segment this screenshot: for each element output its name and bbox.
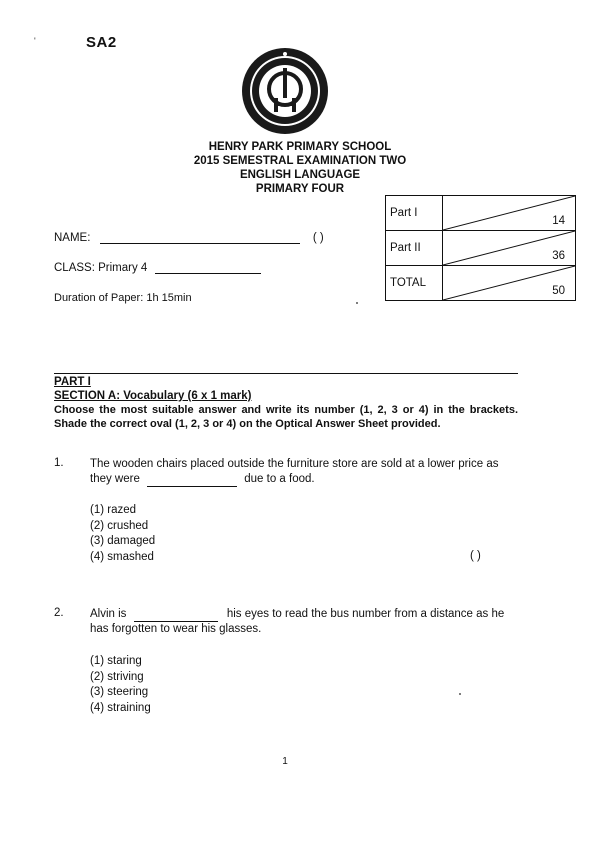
marks-table [385, 195, 576, 301]
school-crest-logo [240, 46, 330, 136]
class-blank[interactable] [155, 263, 261, 274]
question-text-after: his eyes to read the bus number from a distance as he has forgotten to wear his glasses. [90, 608, 505, 635]
option-item: (3) damaged [90, 535, 156, 547]
marks-score-cell [443, 266, 576, 301]
corner-mark: ' [34, 36, 36, 46]
level-title: PRIMARY FOUR [255, 183, 345, 195]
marks-total: 50 [552, 285, 565, 297]
marks-label: Part I [386, 196, 443, 231]
option-item: (2) crushed [90, 519, 149, 532]
class-field [54, 262, 261, 274]
answer-blank[interactable] [134, 611, 218, 622]
marks-label: Part II [386, 231, 443, 266]
speck [459, 693, 461, 695]
answer-blank[interactable] [147, 476, 237, 487]
exam-title: 2015 SEMESTRAL EXAMINATION TWO [193, 155, 407, 167]
register-number-bracket: ( ) [312, 232, 324, 244]
marks-score-cell [443, 231, 576, 266]
marks-score-cell [443, 196, 576, 231]
school-name: HENRY PARK PRIMARY SCHOOL [208, 141, 392, 153]
marks-row [386, 266, 576, 301]
question-number: 2. [54, 607, 64, 619]
duration-text: Duration of Paper: 1h 15min [54, 292, 192, 304]
option-list [90, 503, 155, 565]
question-text [90, 607, 518, 637]
subject-title: ENGLISH LANGUAGE [239, 169, 361, 181]
question-text [90, 457, 518, 487]
option-item: (4) straining [90, 701, 151, 714]
marks-row [386, 196, 576, 231]
option-item: (1) razed [90, 504, 137, 516]
name-blank[interactable] [100, 233, 300, 244]
question-text-after: due to a food. [244, 473, 315, 485]
option-item: (1) staring [90, 655, 142, 667]
marks-row [386, 231, 576, 266]
question-text-before: The wooden chairs placed outside the furniture store are sold at a lower price as they were [90, 458, 499, 485]
option-item: (3) steering [90, 686, 149, 698]
marks-total: 36 [552, 250, 565, 262]
speck [356, 302, 358, 304]
paper-code: SA2 [86, 34, 117, 51]
part-title: PART I [54, 376, 91, 388]
section-title: SECTION A: Vocabulary (6 x 1 mark) [54, 390, 252, 402]
question-number: 1. [54, 457, 64, 469]
instructions: Choose the most suitable answer and write its number (1, 2, 3 or 4) in the brackets. Shade the correct oval (1, 2, 3 or 4) on the Optical Answer Sheet provided. [54, 404, 518, 430]
marks-label: TOTAL [386, 266, 443, 301]
option-item: (2) striving [90, 670, 144, 683]
name-field [54, 232, 324, 244]
page-number: 1 [282, 756, 288, 767]
class-label: CLASS: Primary 4 [54, 262, 148, 274]
question-text-before: Alvin is [90, 608, 127, 620]
name-label: NAME: [54, 232, 91, 244]
option-item: (4) smashed [90, 550, 154, 563]
answer-bracket[interactable]: ( ) [470, 550, 481, 562]
marks-total: 14 [552, 215, 565, 227]
option-list [90, 654, 151, 716]
section-divider [54, 373, 518, 374]
